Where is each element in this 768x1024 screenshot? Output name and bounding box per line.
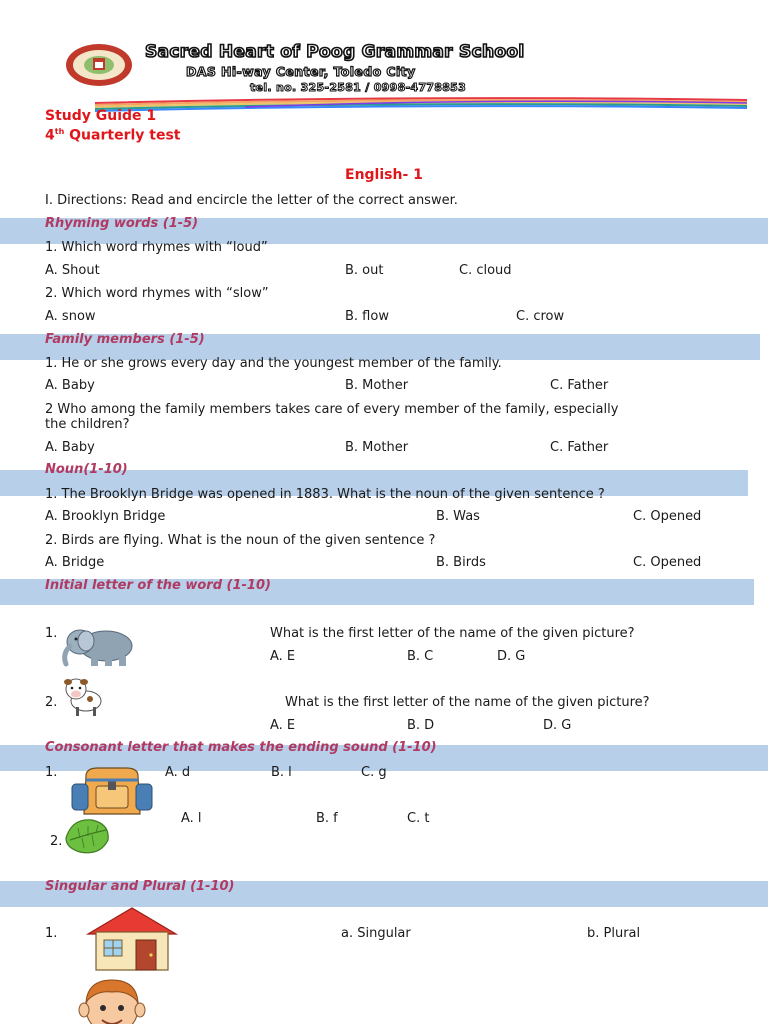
question-noun-2: 2. Birds are flying. What is the noun of the given sentence ? <box>45 533 436 548</box>
school-seal-icon <box>64 42 134 88</box>
backpack-icon <box>68 766 156 818</box>
quarterly-test-title <box>45 127 180 144</box>
quarter-rest: Quarterly test <box>64 127 181 144</box>
question-consonant-1-number: 1. <box>45 765 58 780</box>
choice-consonant-1-c[interactable]: C. g <box>361 765 387 780</box>
question-noun-1: 1. The Brooklyn Bridge was opened in 1883. What is the noun of the given sentence ? <box>45 487 605 502</box>
choice-initial-2-b[interactable]: B. D <box>407 718 435 733</box>
section-title-family: Family members (1-5) <box>45 332 205 347</box>
study-guide-title: Study Guide 1 <box>45 108 157 124</box>
choice-rhyming-1-c[interactable]: C. cloud <box>459 263 512 278</box>
choice-rhyming-2-c[interactable]: C. crow <box>516 309 565 324</box>
directions-text: I. Directions: Read and encircle the letter of the correct answer. <box>45 193 458 208</box>
question-initial-2-number: 2. <box>45 695 58 710</box>
leaf-icon <box>62 816 112 856</box>
choice-rhyming-1-a[interactable]: A. Shout <box>45 263 100 278</box>
question-initial-2: What is the first letter of the name of the given picture? <box>285 695 650 710</box>
choice-initial-2-a[interactable]: A. E <box>270 718 296 733</box>
section-title-plural: Singular and Plural (1-10) <box>45 879 235 894</box>
choice-noun-2-b[interactable]: B. Birds <box>436 555 486 570</box>
choice-initial-1-b[interactable]: B. C <box>407 649 434 664</box>
section-title-noun: Noun(1-10) <box>45 462 128 477</box>
choice-rhyming-2-a[interactable]: A. snow <box>45 309 96 324</box>
question-initial-1-number: 1. <box>45 626 58 641</box>
choice-consonant-2-b[interactable]: B. f <box>316 811 338 826</box>
calf-icon <box>60 673 108 719</box>
choice-consonant-2-a[interactable]: A. l <box>181 811 202 826</box>
house-icon <box>84 906 180 972</box>
question-rhyming-1: 1. Which word rhymes with “loud” <box>45 240 268 255</box>
choice-initial-1-c[interactable]: D. G <box>497 649 526 664</box>
choice-noun-2-c[interactable]: C. Opened <box>633 555 702 570</box>
section-title-consonant: Consonant letter that makes the ending sound (1-10) <box>45 740 437 755</box>
choice-family-1-a[interactable]: A. Baby <box>45 378 95 393</box>
choice-noun-1-b[interactable]: B. Was <box>436 509 480 524</box>
quarter-superscript: th <box>54 127 65 136</box>
choice-noun-1-c[interactable]: C. Opened <box>633 509 702 524</box>
choice-initial-2-c[interactable]: D. G <box>543 718 572 733</box>
question-initial-1: What is the first letter of the name of the given picture? <box>270 626 635 641</box>
boy-face-icon <box>74 976 150 1024</box>
section-title-initial: Initial letter of the word (1-10) <box>45 578 271 593</box>
school-address: DAS Hi-way Center, Toledo City <box>186 64 416 79</box>
quarter-number: 4 <box>45 127 55 144</box>
school-name: Sacred Heart of Poog Grammar School <box>145 42 525 62</box>
question-plural-1-number: 1. <box>45 926 58 941</box>
question-family-1: 1. He or she grows every day and the youngest member of the family. <box>45 356 502 371</box>
subject-title: English- 1 <box>345 167 423 183</box>
choice-plural-1-b[interactable]: b. Plural <box>587 926 641 941</box>
choice-noun-1-a[interactable]: A. Brooklyn Bridge <box>45 509 166 524</box>
choice-plural-1-a[interactable]: a. Singular <box>341 926 411 941</box>
choice-consonant-2-c[interactable]: C. t <box>407 811 430 826</box>
choice-rhyming-2-b[interactable]: B. flow <box>345 309 389 324</box>
school-telephone: tel. no. 325-2581 / 0998-4778853 <box>250 81 467 94</box>
choice-family-2-b[interactable]: B. Mother <box>345 440 409 455</box>
choice-consonant-1-a[interactable]: A. d <box>165 765 191 780</box>
choice-family-2-c[interactable]: C. Father <box>550 440 609 455</box>
question-family-2-line1: 2 Who among the family members takes care of every member of the family, especially <box>45 402 619 417</box>
choice-noun-2-a[interactable]: A. Bridge <box>45 555 105 570</box>
elephant-icon <box>58 626 140 668</box>
rainbow-divider-icon <box>95 94 747 112</box>
question-family-2-line2: the children? <box>45 417 130 432</box>
question-rhyming-2: 2. Which word rhymes with “slow” <box>45 286 269 301</box>
choice-family-2-a[interactable]: A. Baby <box>45 440 95 455</box>
choice-rhyming-1-b[interactable]: B. out <box>345 263 384 278</box>
choice-family-1-c[interactable]: C. Father <box>550 378 609 393</box>
section-title-rhyming: Rhyming words (1-5) <box>45 216 199 231</box>
choice-family-1-b[interactable]: B. Mother <box>345 378 409 393</box>
choice-initial-1-a[interactable]: A. E <box>270 649 296 664</box>
choice-consonant-1-b[interactable]: B. l <box>271 765 292 780</box>
question-consonant-2-number: 2. <box>50 834 63 849</box>
